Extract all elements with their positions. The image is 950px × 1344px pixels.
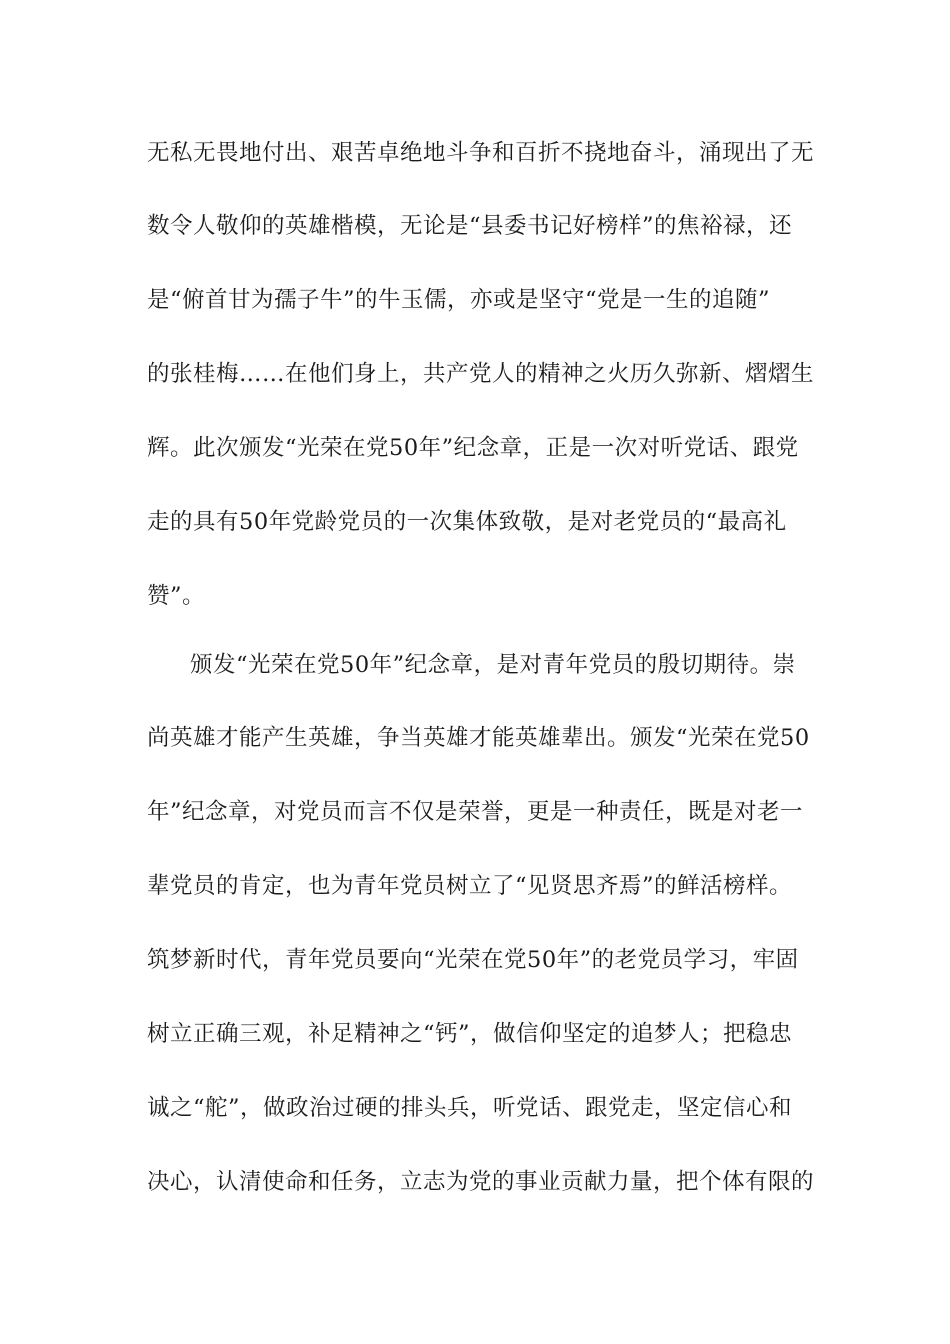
text-line: 是“俯首甘为孺子牛”的牛玉儒，亦或是坚守“党是一生的追随”: [147, 287, 771, 313]
text-line: 赞”。: [147, 583, 206, 609]
text-line: 尚英雄才能产生英雄，争当英雄才能英雄辈出。颁发“光荣在党50: [147, 725, 810, 751]
text-line: 无私无畏地付出、艰苦卓绝地斗争和百折不挠地奋斗，涌现出了无: [147, 140, 815, 166]
text-line: 树立正确三观，补足精神之“钙”，做信仰坚定的追梦人；把稳忠: [147, 1021, 793, 1047]
text-line: 决心，认清使命和任务，立志为党的事业贡献力量，把个体有限的: [147, 1169, 815, 1195]
text-line: 辉。此次颁发“光荣在党50年”纪念章，正是一次对听党话、跟党: [147, 435, 799, 461]
text-line: 诚之“舵”，做政治过硬的排头兵，听党话、跟党走，坚定信心和: [147, 1095, 793, 1121]
text-line: 辈党员的肯定，也为青年党员树立了“见贤思齐焉”的鲜活榜样。: [147, 873, 793, 899]
text-line: 颁发“光荣在党50年”纪念章，是对青年党员的殷切期待。崇: [190, 652, 796, 678]
text-line: 年”纪念章，对党员而言不仅是荣誉，更是一种责任，既是对老一: [147, 799, 804, 825]
text-line: 的张桂梅……在他们身上，共产党人的精神之火历久弥新、熠熠生: [147, 361, 815, 387]
text-line: 数令人敬仰的英雄楷模，无论是“县委书记好榜样”的焦裕禄，还: [147, 213, 793, 239]
text-line: 筑梦新时代，青年党员要向“光荣在党50年”的老党员学习，牢固: [147, 947, 799, 973]
text-line: 走的具有50年党龄党员的一次集体致敬，是对老党员的“最高礼: [147, 509, 787, 535]
